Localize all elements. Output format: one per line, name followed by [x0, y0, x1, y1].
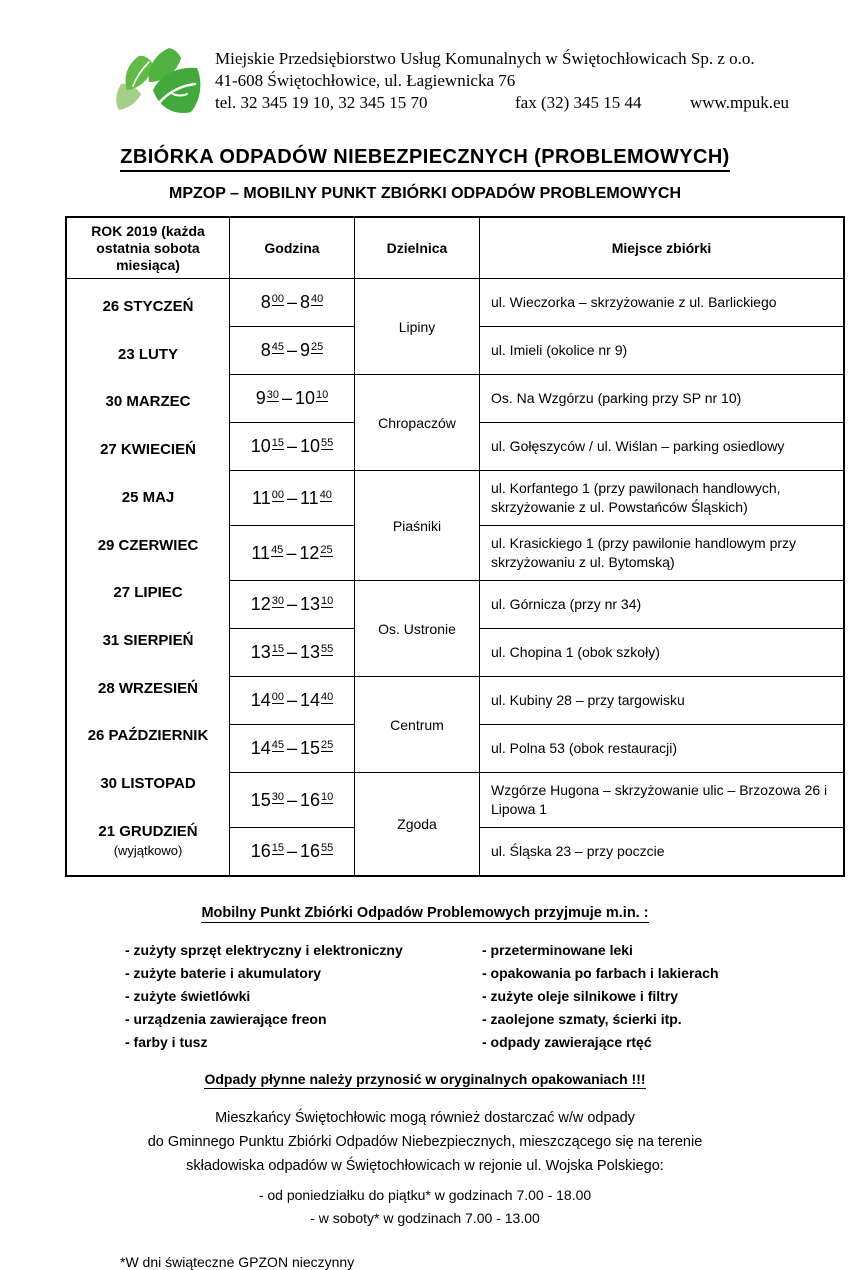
- time-cell: [230, 581, 355, 629]
- time-start-hour: 10: [250, 436, 271, 456]
- month-label: 30 MARZEC: [105, 393, 191, 411]
- district-cell: Centrum: [355, 677, 480, 773]
- gpzon-paragraph: [0, 1106, 850, 1178]
- time-range-dash: –: [286, 487, 297, 508]
- accepted-right-column: [482, 939, 719, 1054]
- place-cell: ul. Górnicza (przy nr 34): [480, 581, 845, 629]
- time-start-minutes: 45: [271, 739, 284, 751]
- time-end-hour: 16: [300, 841, 321, 861]
- time-range-dash: –: [286, 690, 297, 710]
- time-cell: [230, 773, 355, 828]
- accepted-item: - przeterminowane leki: [482, 942, 633, 958]
- gpzon-footnote: *W dni świąteczne GPZON nieczynny: [120, 1254, 355, 1270]
- time-range-dash: –: [286, 340, 297, 360]
- time-start-minutes: 30: [266, 389, 279, 401]
- time-start-minutes: 00: [271, 488, 284, 501]
- time-cell: [230, 629, 355, 677]
- time-start-minutes: 15: [271, 437, 284, 449]
- district-cell: Zgoda: [355, 773, 480, 877]
- time-start-minutes: 45: [271, 341, 284, 353]
- gpzon-hours-line: - od poniedziałku do piątku* w godzinach 7.00 - 18.00: [258, 1187, 592, 1203]
- company-address-block: [215, 46, 790, 114]
- company-leaf-logo: [113, 46, 205, 126]
- header-year: ROK 2019 (każda ostatnia sobota miesiąca): [66, 217, 230, 279]
- liquid-note-row: [0, 1071, 850, 1089]
- time-end-minutes: 25: [321, 739, 334, 751]
- liquid-note: Odpady płynne należy przynosić w oryginalnych opakowaniach !!!: [204, 1071, 646, 1087]
- time-start-minutes: 15: [271, 842, 284, 854]
- company-fax: fax (32) 345 15 44: [515, 93, 642, 112]
- time-end-hour: 8: [300, 292, 311, 312]
- time-end-minutes: 10: [321, 790, 334, 803]
- time-cell: [230, 828, 355, 877]
- accepted-heading-row: [0, 904, 850, 923]
- header-district: Dzielnica: [355, 217, 480, 279]
- time-end-hour: 16: [300, 789, 321, 810]
- time-start-minutes: 45: [271, 543, 284, 556]
- time-range-dash: –: [286, 642, 297, 662]
- district-cell: Lipiny: [355, 279, 480, 375]
- time-end-minutes: 55: [321, 842, 334, 854]
- month-label: 31 SIERPIEŃ: [102, 632, 194, 650]
- time-cell: [230, 526, 355, 581]
- accepted-item: - zużyty sprzęt elektryczny i elektroniczny: [125, 942, 403, 958]
- months-list: [67, 279, 229, 875]
- accepted-left-column: [125, 939, 482, 1054]
- company-address: 41-608 Świętochłowice, ul. Łagiewnicka 76: [215, 71, 516, 90]
- time-cell: [230, 725, 355, 773]
- time-end-hour: 10: [300, 436, 321, 456]
- company-contact-line: [215, 92, 790, 114]
- time-range-dash: –: [281, 388, 292, 408]
- month-label: 23 LUTY: [117, 345, 178, 363]
- gpzon-paragraph-line: składowiska odpadów w Świętochłowicach w rejonie ul. Wojska Polskiego:: [186, 1158, 664, 1174]
- company-name: Miejskie Przedsiębiorstwo Usług Komunalnych w Świętochłowicach Sp. z o.o.: [215, 49, 755, 68]
- month-label: 30 LISTOPAD: [100, 775, 196, 793]
- time-start-minutes: 15: [271, 643, 284, 655]
- month-label: 27 LIPIEC: [113, 584, 183, 602]
- document-title-row: [0, 146, 850, 172]
- time-cell: [230, 327, 355, 375]
- table-row: [66, 279, 844, 327]
- place-cell: ul. Krasickiego 1 (przy pawilonie handlowym przy skrzyżowaniu z ul. Bytomską): [480, 526, 845, 581]
- schedule-table: [65, 216, 845, 877]
- gpzon-paragraph-line: Mieszkańcy Świętochłowic mogą również dostarczać w/w odpady: [215, 1110, 635, 1126]
- place-cell: ul. Chopina 1 (obok szkoły): [480, 629, 845, 677]
- time-end-minutes: 25: [311, 341, 324, 353]
- time-start-hour: 12: [250, 594, 271, 614]
- time-range-dash: –: [286, 738, 297, 758]
- schedule-table-head: [66, 217, 844, 279]
- district-cell: Chropaczów: [355, 375, 480, 471]
- time-range-dash: –: [286, 292, 297, 312]
- time-range-dash: –: [286, 789, 297, 810]
- document-title: ZBIÓRKA ODPADÓW NIEBEZPIECZNYCH (PROBLEMOWYCH): [120, 146, 730, 172]
- place-cell: ul. Gołęszyców / ul. Wiślan – parking osiedlowy: [480, 423, 845, 471]
- accepted-item: - zużyte baterie i akumulatory: [125, 965, 322, 981]
- time-cell: [230, 471, 355, 526]
- time-end-minutes: 40: [311, 293, 324, 305]
- place-cell: Os. Na Wzgórzu (parking przy SP nr 10): [480, 375, 845, 423]
- place-cell: Wzgórze Hugona – skrzyżowanie ulic – Brzozowa 26 i Lipowa 1: [480, 773, 845, 828]
- place-cell: ul. Korfantego 1 (przy pawilonach handlowych, skrzyżowanie z ul. Powstańców Śląskich): [480, 471, 845, 526]
- time-end-minutes: 40: [319, 488, 332, 501]
- time-start-hour: 8: [260, 340, 271, 360]
- month-label: 27 KWIECIEŃ: [100, 441, 196, 459]
- place-cell: ul. Polna 53 (obok restauracji): [480, 725, 845, 773]
- time-start-hour: 16: [250, 841, 271, 861]
- district-cell: Os. Ustronie: [355, 581, 480, 677]
- time-start-hour: 14: [250, 690, 271, 710]
- time-end-hour: 14: [300, 690, 321, 710]
- place-cell: ul. Kubiny 28 – przy targowisku: [480, 677, 845, 725]
- time-end-hour: 10: [295, 388, 316, 408]
- accepted-item: - odpady zawierające rtęć: [482, 1034, 652, 1050]
- time-cell: [230, 279, 355, 327]
- gpzon-hours-line: - w soboty* w godzinach 7.00 - 13.00: [310, 1210, 540, 1226]
- time-end-hour: 9: [300, 340, 311, 360]
- time-end-minutes: 55: [321, 437, 334, 449]
- header-place: Miejsce zbiórki: [480, 217, 845, 279]
- time-cell: [230, 677, 355, 725]
- time-end-hour: 13: [300, 594, 321, 614]
- time-start-hour: 14: [250, 738, 271, 758]
- time-start-hour: 9: [255, 388, 266, 408]
- time-start-hour: 11: [252, 487, 271, 508]
- months-cell: [66, 279, 230, 877]
- place-cell: ul. Imieli (okolice nr 9): [480, 327, 845, 375]
- time-end-minutes: 55: [321, 643, 334, 655]
- time-end-hour: 11: [300, 487, 319, 508]
- gpzon-paragraph-line: do Gminnego Punktu Zbiórki Odpadów Niebezpiecznych, mieszczącego się na terenie: [147, 1134, 703, 1150]
- time-cell: [230, 375, 355, 423]
- accepted-item: - zużyte oleje silnikowe i filtry: [482, 988, 679, 1004]
- time-end-minutes: 10: [321, 595, 334, 607]
- month-label: 28 WRZESIEŃ: [97, 679, 199, 697]
- time-cell: [230, 423, 355, 471]
- month-label: 21 GRUDZIEŃ (wyjątkowo): [69, 824, 227, 859]
- time-end-hour: 12: [299, 542, 320, 563]
- company-website: www.mpuk.eu: [690, 93, 789, 112]
- time-end-minutes: 40: [321, 691, 334, 703]
- month-note: (wyjątkowo): [113, 842, 183, 858]
- company-phone: tel. 32 345 19 10, 32 345 15 70: [215, 93, 428, 112]
- month-label: 26 STYCZEŃ: [102, 298, 194, 315]
- time-start-hour: 13: [250, 642, 271, 662]
- time-range-dash: –: [286, 594, 297, 614]
- time-start-minutes: 00: [271, 691, 284, 703]
- time-start-hour: 15: [250, 789, 271, 810]
- time-range-dash: –: [286, 841, 297, 861]
- time-start-hour: 11: [251, 542, 271, 563]
- accepted-item: - farby i tusz: [125, 1034, 208, 1050]
- header-time: Godzina: [230, 217, 355, 279]
- time-start-minutes: 30: [271, 790, 284, 803]
- time-start-hour: 8: [260, 292, 271, 312]
- accepted-item: - opakowania po farbach i lakierach: [482, 965, 719, 981]
- accepted-item: - urządzenia zawierające freon: [125, 1011, 327, 1027]
- letterhead: [113, 46, 790, 126]
- time-start-minutes: 30: [271, 595, 284, 607]
- accepted-heading: Mobilny Punkt Zbiórki Odpadów Problemowych przyjmuje m.in. :: [201, 905, 649, 921]
- accepted-item: - zaolejone szmaty, ścierki itp.: [482, 1011, 682, 1027]
- document-subtitle: MPZOP – MOBILNY PUNKT ZBIÓRKI ODPADÓW PROBLEMOWYCH: [168, 185, 681, 202]
- time-end-minutes: 25: [320, 543, 333, 556]
- gpzon-hours: [0, 1184, 850, 1230]
- place-cell: ul. Śląska 23 – przy poczcie: [480, 828, 845, 877]
- month-label: 29 CZERWIEC: [97, 536, 199, 554]
- month-label: 25 MAJ: [121, 488, 175, 506]
- table-header-row: [66, 217, 844, 279]
- time-range-dash: –: [286, 542, 297, 563]
- schedule-table-body: [66, 279, 844, 877]
- time-end-minutes: 10: [316, 389, 329, 401]
- district-cell: Piaśniki: [355, 471, 480, 581]
- place-cell: ul. Wieczorka – skrzyżowanie z ul. Barlickiego: [480, 279, 845, 327]
- time-start-minutes: 00: [271, 293, 284, 305]
- accepted-item: - zużyte świetlówki: [125, 988, 251, 1004]
- month-label: 26 PAŹDZIERNIK: [87, 727, 209, 745]
- time-end-hour: 13: [300, 642, 321, 662]
- accepted-columns: [125, 939, 850, 1054]
- time-range-dash: –: [286, 436, 297, 456]
- time-end-hour: 15: [300, 738, 321, 758]
